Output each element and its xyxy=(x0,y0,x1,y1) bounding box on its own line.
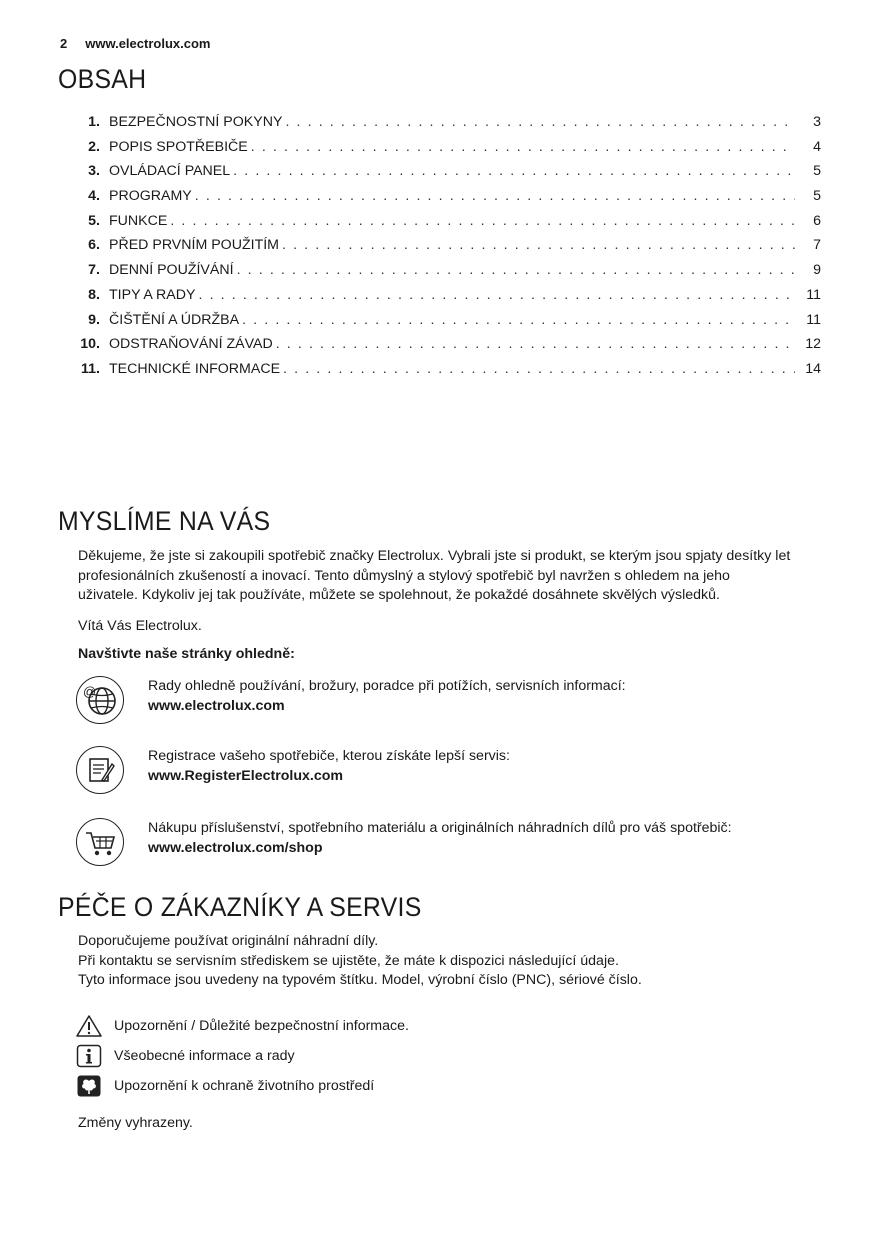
intro-paragraph xyxy=(78,547,838,606)
toc-item[interactable] xyxy=(78,188,821,213)
toc-item-page: 11 xyxy=(806,311,821,328)
toc-item-page: 5 xyxy=(813,188,821,205)
toc-dot-leader xyxy=(195,188,795,204)
changes-reserved: Změny vyhrazeny. xyxy=(78,1115,193,1131)
intro-line: uživatele. Kdykoliv jej tak používáte, můžete se spolehnout, že pokaždé dosáhnete skvělých výsledků. xyxy=(78,587,720,603)
toc-item-page: 7 xyxy=(813,237,821,254)
toc-dot-leader xyxy=(198,287,795,303)
toc-item-number: 7. xyxy=(88,262,100,279)
toc-item[interactable] xyxy=(78,262,821,287)
toc-item-label: BEZPEČNOSTNÍ POKYNY xyxy=(109,114,283,130)
toc-item-number: 9. xyxy=(88,311,100,328)
toc-item[interactable] xyxy=(78,139,821,164)
care-line: Doporučujeme používat originální náhradní díly. xyxy=(78,933,379,949)
header-website[interactable]: www.electrolux.com xyxy=(85,36,211,51)
toc-item-label: TIPY A RADY xyxy=(109,286,196,303)
toc-item[interactable] xyxy=(78,114,821,139)
toc-item-label: ČIŠTĚNÍ A ÚDRŽBA xyxy=(109,311,240,328)
toc-item[interactable] xyxy=(78,213,821,238)
toc-dot-leader xyxy=(242,312,795,328)
toc-dot-leader xyxy=(283,361,795,377)
toc-item[interactable] xyxy=(78,336,821,361)
legend-label: Upozornění k ochraně životního prostředí xyxy=(114,1078,375,1094)
toc-item-label: FUNKCE xyxy=(109,212,168,229)
toc-item-label: OVLÁDACÍ PANEL xyxy=(109,163,231,180)
intro-line: Děkujeme, že jste si zakoupili spotřebič značky Electrolux. Vybrali jste si produkt, se kterým jsou spjaty desítky let xyxy=(78,548,791,564)
toc-item-number: 4. xyxy=(88,188,100,205)
toc-item-label: ODSTRAŇOVÁNÍ ZÁVAD xyxy=(109,336,273,353)
toc-title: OBSAH xyxy=(58,64,147,94)
care-paragraph xyxy=(78,932,838,991)
link-description: Registrace vašeho spotřebiče, kterou získáte lepší servis: xyxy=(148,748,510,764)
link-item-text-block xyxy=(148,818,732,858)
toc-item-page: 3 xyxy=(813,114,821,130)
svg-text:@: @ xyxy=(83,684,97,699)
toc-item-page: 4 xyxy=(813,138,821,155)
toc-dot-leader xyxy=(285,114,795,130)
toc-dot-leader xyxy=(170,213,795,229)
link-url[interactable]: www.RegisterElectrolux.com xyxy=(148,768,344,784)
warning-icon xyxy=(76,1014,102,1038)
toc-item-number: 2. xyxy=(88,138,100,155)
legend-label: Upozornění / Důležité bezpečnostní informace. xyxy=(114,1018,409,1034)
link-url[interactable]: www.electrolux.com/shop xyxy=(148,840,323,856)
toc-item-number: 6. xyxy=(88,237,100,254)
toc-item-number: 3. xyxy=(88,163,100,180)
page-number: 2 xyxy=(60,36,68,51)
link-description: Rady ohledně používání, brožury, poradce při potížích, servisních informací: xyxy=(148,678,626,694)
table-of-contents xyxy=(78,114,821,386)
toc-item-number: 8. xyxy=(88,286,100,303)
toc-item-label: TECHNICKÉ INFORMACE xyxy=(109,360,281,377)
globe-icon xyxy=(76,676,124,724)
toc-item-label: PŘED PRVNÍM POUŽITÍM xyxy=(109,237,280,254)
toc-item-label: PROGRAMY xyxy=(109,188,192,205)
toc-item-page: 6 xyxy=(813,212,821,229)
toc-item-number: 10. xyxy=(80,336,100,353)
toc-item-label: DENNÍ POUŽÍVÁNÍ xyxy=(109,262,234,279)
legend-label: Všeobecné informace a rady xyxy=(114,1048,295,1064)
toc-dot-leader xyxy=(237,262,795,278)
toc-item-number: 5. xyxy=(88,212,100,229)
link-url[interactable]: www.electrolux.com xyxy=(148,698,285,714)
page-header xyxy=(60,36,210,51)
toc-item[interactable] xyxy=(78,287,821,312)
toc-item-page: 11 xyxy=(806,286,821,303)
toc-item-number: 11. xyxy=(81,360,100,377)
toc-item-number: 1. xyxy=(88,114,100,130)
care-line: Tyto informace jsou uvedeny na typovém štítku. Model, výrobní číslo (PNC), sériové číslo. xyxy=(78,972,642,988)
toc-dot-leader xyxy=(276,336,795,352)
care-line: Při kontaktu se servisním střediskem se ujistěte, že máte k dispozici následující údaje. xyxy=(78,952,619,969)
link-item-text-block xyxy=(148,746,510,786)
toc-item[interactable] xyxy=(78,361,821,386)
link-item-text-block xyxy=(148,676,626,716)
link-item-register xyxy=(76,746,836,802)
register-form-icon xyxy=(76,746,124,794)
link-item-support xyxy=(76,676,836,732)
section-title-thinking: MYSLÍME NA VÁS xyxy=(58,506,271,536)
toc-item-page: 14 xyxy=(805,360,821,377)
shopping-cart-icon xyxy=(76,818,124,866)
toc-item-page: 9 xyxy=(813,262,821,279)
toc-item-page: 12 xyxy=(805,336,821,353)
toc-item-label: POPIS SPOTŘEBIČE xyxy=(109,138,248,155)
intro-line: profesionálních zkušeností a inovací. Tento důmyslný a stylový spotřebič byl navržen s ohledem na jeho xyxy=(78,567,730,584)
welcome-text: Vítá Vás Electrolux. xyxy=(78,618,202,634)
visit-heading: Navštivte naše stránky ohledně: xyxy=(78,646,295,662)
toc-dot-leader xyxy=(251,139,795,155)
toc-dot-leader xyxy=(233,163,795,179)
toc-item-page: 5 xyxy=(813,163,821,180)
toc-item[interactable] xyxy=(78,163,821,188)
toc-dot-leader xyxy=(282,237,795,253)
toc-item[interactable] xyxy=(78,312,821,337)
link-description: Nákupu příslušenství, spotřebního materiálu a originálních náhradních dílů pro váš spotřebič: xyxy=(148,820,732,836)
link-item-shop xyxy=(76,818,836,874)
toc-item[interactable] xyxy=(78,237,821,262)
section-title-care: PÉČE O ZÁKAZNÍKY A SERVIS xyxy=(58,892,422,922)
info-icon xyxy=(76,1044,102,1068)
environment-icon xyxy=(76,1074,102,1098)
